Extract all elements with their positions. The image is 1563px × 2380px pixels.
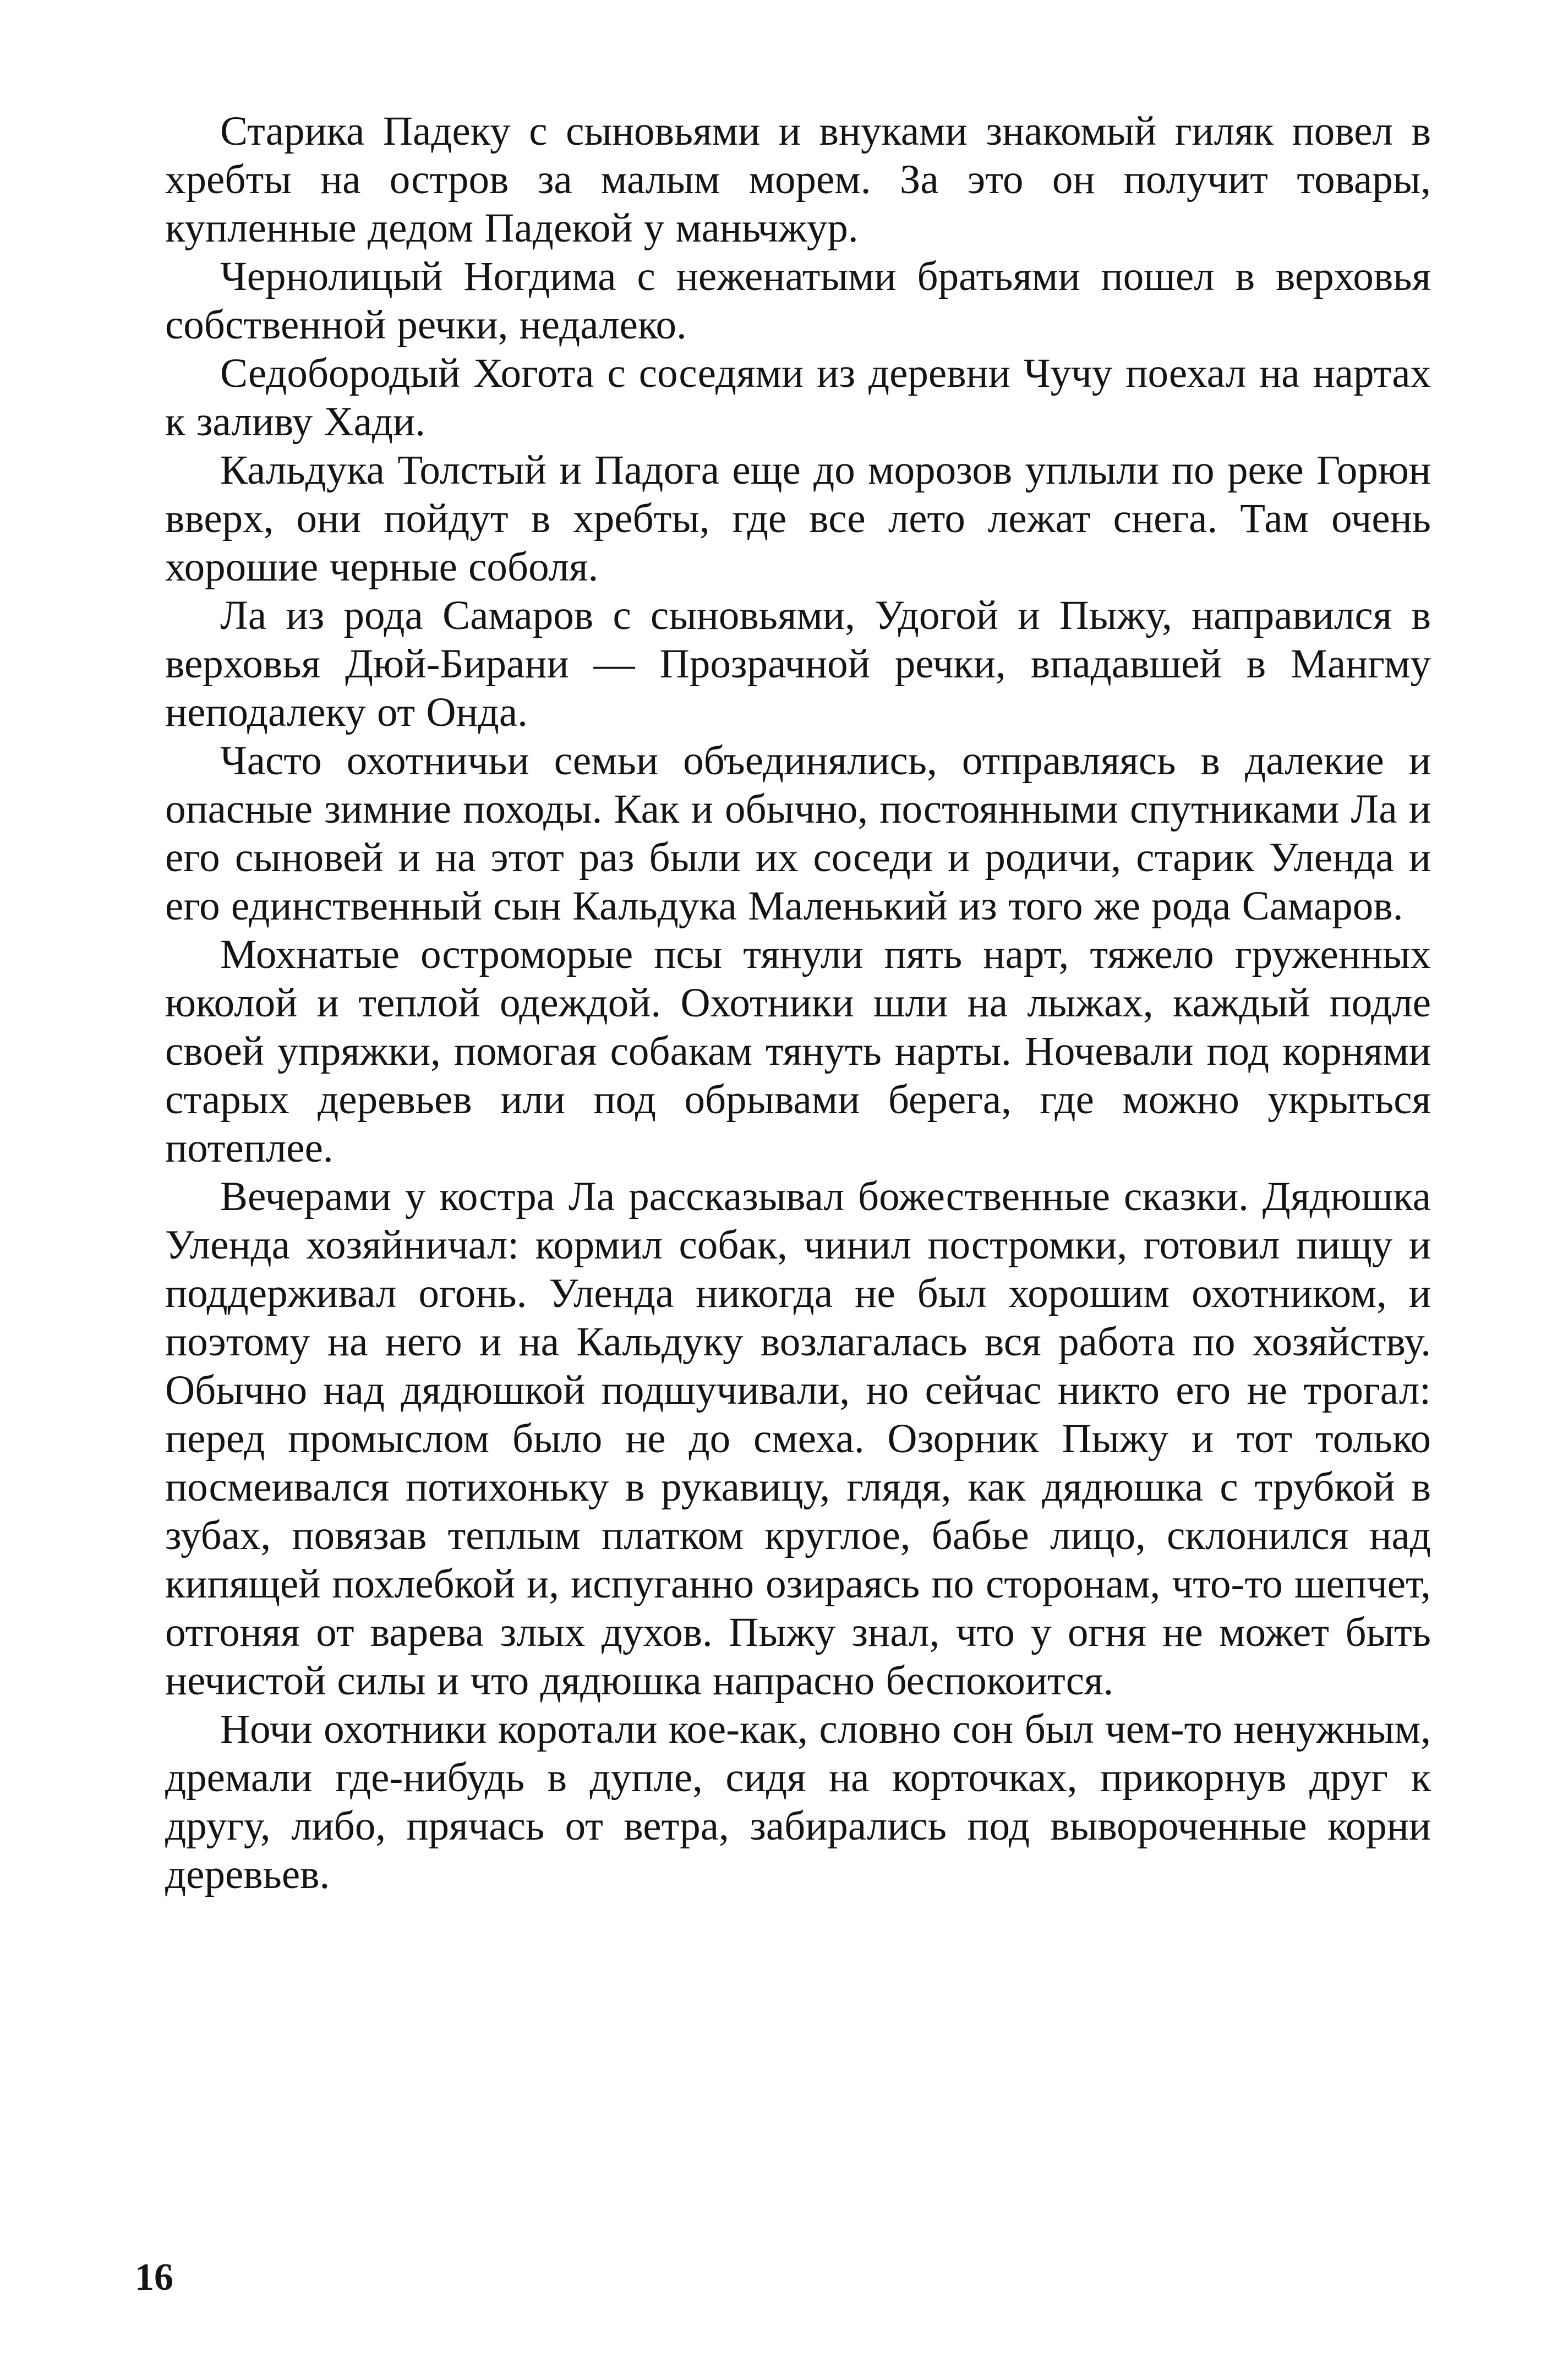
paragraph: Седобородый Хогота с соседями из деревни Чучу поехал на нартах к заливу Хади. xyxy=(165,351,1431,445)
page-text xyxy=(165,107,1431,1899)
paragraph: Старика Падеку с сыновьями и внуками знакомый гиляк повел в хребты на остров за малым морем. За это он получит товары, купленные дедом Падекой у маньчжур. xyxy=(165,108,1431,251)
paragraph: Ла из рода Самаров с сыновьями, Удогой и Пыжу, направился в верховья Дюй-Бирани — Прозрачной речки, впадавшей в Мангму неподалеку от Онда. xyxy=(165,593,1431,735)
paragraph: Часто охотничьи семьи объединялись, отправляясь в далекие и опасные зимние походы. Как и обычно, постоянными спутниками Ла и его сыновей и на этот раз были их соседи и родичи, старик Уленда и его единственный сын Кальдука Маленький из того же рода Самаров. xyxy=(165,738,1431,929)
paragraph: Мохнатые остроморые псы тянули пять нарт, тяжело груженных юколой и теплой одеждой. Охотники шли на лыжах, каждый подле своей упряжки, помогая собакам тянуть нарты. Ночевали под корнями старых деревьев или под обрывами берега, где можно укрыться потеплее. xyxy=(165,932,1431,1171)
paragraph: Вечерами у костра Ла рассказывал божественные сказки. Дядюшка Уленда хозяйничал: кормил собак, чинил постромки, готовил пищу и поддерживал огонь. Уленда никогда не был хорошим охотником, и поэтому на него и на Кальдуку возлагалась вся работа по хозяйству. Обычно над дядюшкой подшучивали, но сейчас никто его не трогал: перед промыслом было не до смеха. Озорник Пыжу и тот только посмеивался потихоньку в рукавицу, глядя, как дядюшка с трубкой в зубах, повязав теплым платком круглое, бабье лицо, склонился над кипящей похлебкой и, испуганно озираясь по сторонам, что-то шепчет, отгоняя от варева злых духов. Пыжу знал, что у огня не может быть нечистой силы и что дядюшка напрасно беспокоится. xyxy=(165,1174,1431,1704)
page-number: 16 xyxy=(135,2256,173,2299)
paragraph: Чернолицый Ногдима с неженатыми братьями пошел в верховья собственной речки, недалеко. xyxy=(165,254,1431,348)
paragraph: Кальдука Толстый и Падога еще до морозов уплыли по реке Горюн вверх, они пойдут в хребты, где все лето лежат снега. Там очень хорошие черные соболя. xyxy=(165,447,1431,590)
paragraph: Ночи охотники коротали кое-как, словно сон был чем-то ненужным, дремали где-нибудь в дупле, сидя на корточках, прикорнув друг к другу, либо, прячась от ветра, забирались под вывороченные корни деревьев. xyxy=(165,1706,1431,1897)
